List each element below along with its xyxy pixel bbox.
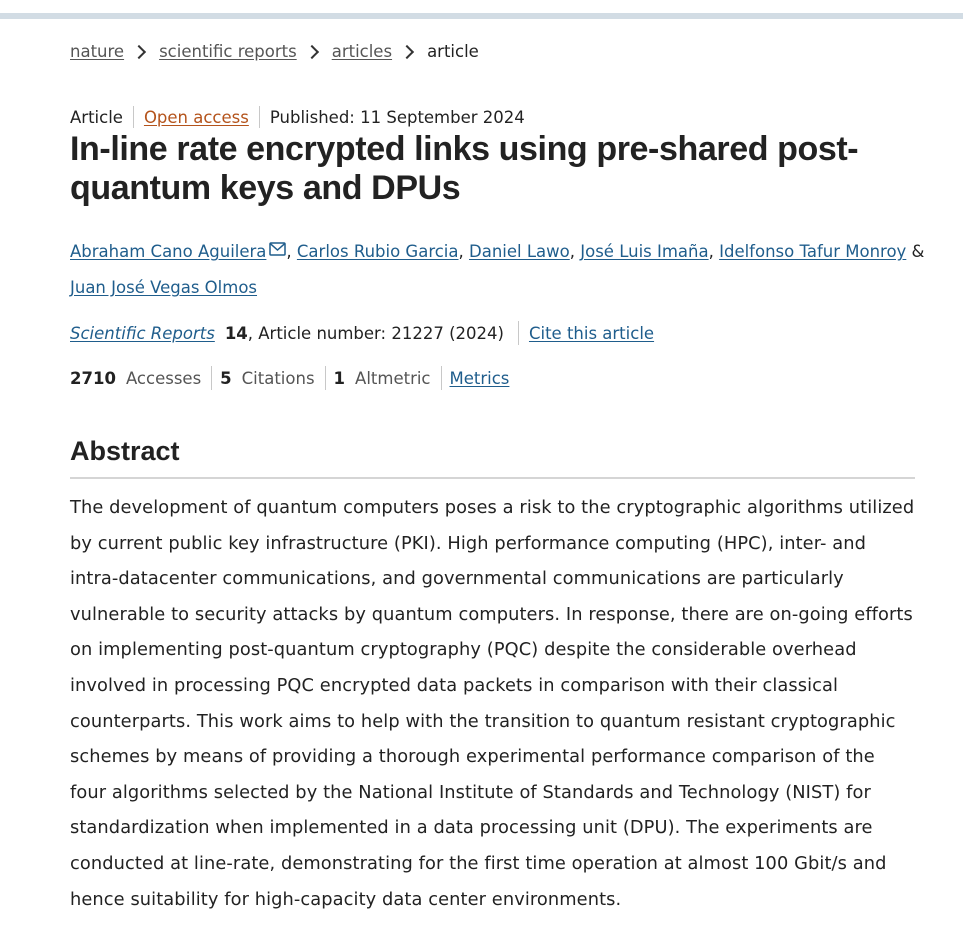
divider: [325, 366, 326, 390]
author-link[interactable]: Abraham Cano Aguilera: [70, 242, 267, 261]
altmetric-count: 1: [333, 368, 346, 388]
author-list: [70, 234, 930, 306]
article-meta: [70, 105, 525, 129]
breadcrumb-articles[interactable]: articles: [331, 42, 393, 61]
chevron-right-icon: [400, 44, 414, 58]
cite-article-link[interactable]: Cite this article: [528, 323, 655, 343]
article-metrics: [70, 365, 509, 391]
chevron-right-icon: [132, 44, 146, 58]
author-conjunction: &: [906, 242, 925, 261]
author-separator: ,: [569, 242, 581, 261]
breadcrumb: [70, 42, 479, 61]
open-access-link[interactable]: Open access: [143, 107, 249, 127]
divider: [259, 106, 260, 128]
article-title: In-line rate encrypted links using pre-shared post-quantum keys and DPUs: [70, 130, 859, 207]
envelope-icon[interactable]: [269, 242, 286, 256]
abstract-divider: [70, 477, 915, 479]
metrics-link[interactable]: Metrics: [449, 368, 510, 388]
author-separator: ,: [286, 242, 297, 261]
divider: [211, 366, 212, 390]
author-separator: ,: [708, 242, 720, 261]
journal-volume: 14: [224, 323, 248, 343]
breadcrumb-current: article: [427, 42, 479, 61]
breadcrumb-scientific-reports[interactable]: scientific reports: [159, 42, 297, 61]
altmetric-label: Altmetric: [355, 368, 431, 388]
journal-info: [70, 320, 654, 346]
citations-count: 5: [220, 368, 232, 388]
published-date: Published: 11 September 2024: [269, 107, 525, 127]
chevron-right-icon: [305, 44, 319, 58]
breadcrumb-nature[interactable]: nature: [70, 42, 125, 61]
divider: [133, 106, 134, 128]
article-type: Article: [70, 107, 123, 127]
author-link[interactable]: Carlos Rubio Garcia: [296, 242, 459, 261]
author-link[interactable]: Daniel Lawo: [469, 242, 570, 261]
abstract-text: The development of quantum computers poses a risk to the cryptographic algorithms utilized by current public key infrastructure (PKI). High performance computing (HPC), inter- and intra-datacenter communications, and governmental communications are particularly vulnerable to security attacks by quantum computers. In response, there are on-going efforts on implementing post-quantum cryptography (PQC) despite the considerable overhead involved in processing PQC encrypted data packets in comparison with their classical counterparts. This work aims to help with the transition to quantum resistant cryptographic schemes by means of providing a thorough experimental performance comparison of the four algorithms selected by the National Institute of Standards and Technology (NIST) for standardization when implemented in a data processing unit (DPU). The experiments are conducted at line-rate, demonstrating for the first time operation at almost 100 Gbit/s and hence suitability for high-capacity data center environments.: [70, 497, 915, 910]
accesses-label: Accesses: [125, 368, 202, 388]
article-number: , Article number: 21227 (2024): [247, 323, 504, 343]
author-link[interactable]: Idelfonso Tafur Monroy: [719, 242, 907, 261]
author-separator: ,: [458, 242, 470, 261]
author-link[interactable]: José Luis Imaña: [580, 242, 709, 261]
accesses-count: 2710: [70, 368, 116, 388]
journal-link[interactable]: Scientific Reports: [70, 323, 215, 343]
divider: [518, 321, 519, 345]
author-link[interactable]: Juan José Vegas Olmos: [70, 278, 258, 297]
divider: [441, 366, 442, 390]
top-accent-bar: [0, 13, 963, 19]
citations-label: Citations: [241, 368, 315, 388]
abstract-heading: Abstract: [70, 436, 180, 466]
